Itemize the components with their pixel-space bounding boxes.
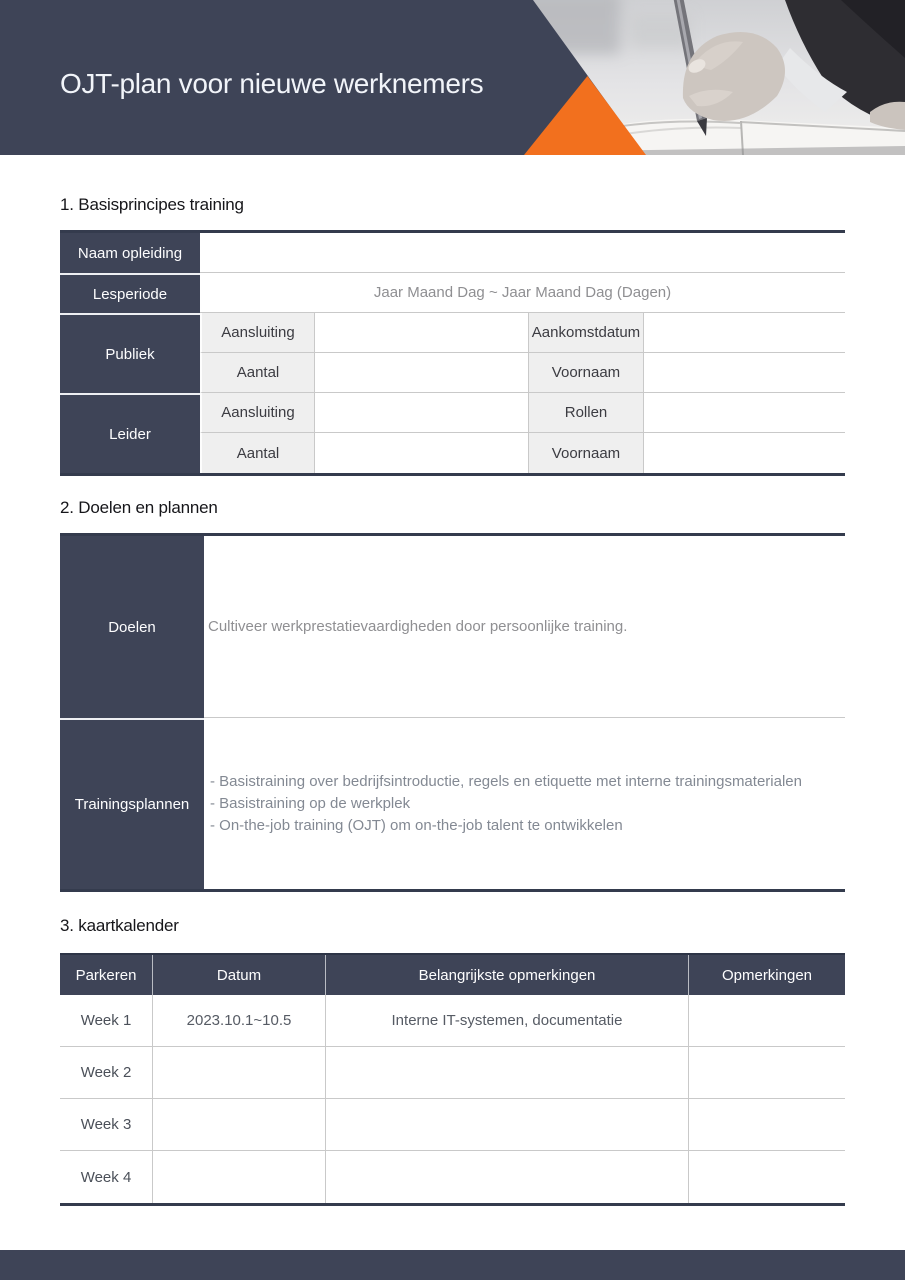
- week-2-label: Week 2: [60, 1047, 152, 1099]
- col-header-opmerkingen: Opmerkingen: [688, 955, 845, 995]
- week-1-opmerking: Interne IT-systemen, documentatie: [325, 995, 688, 1047]
- week-3-label: Week 3: [60, 1099, 152, 1151]
- col-header-datum: Datum: [152, 955, 325, 995]
- page-title: OJT-plan voor nieuwe werknemers: [60, 68, 484, 99]
- section-heading-goals: 2. Doelen en plannen: [60, 498, 218, 517]
- plan-line: - Basistraining over bedrijfsintroductie, regels en etiquette met interne trainingsmaterialen: [210, 772, 802, 790]
- week-2-notes: [688, 1047, 845, 1099]
- basics-table: [60, 230, 845, 476]
- section-heading-calendar: 3. kaartkalender: [60, 916, 179, 935]
- lesperiode-value: Jaar Maand Dag ~ Jaar Maand Dag (Dagen): [200, 273, 845, 313]
- leider-aantal-value: [314, 433, 528, 473]
- col-header-parkeren: Parkeren: [60, 955, 152, 995]
- week-3-notes: [688, 1099, 845, 1151]
- trainingsplannen-value: [204, 718, 845, 889]
- publiek-aankomstdatum-value: [643, 313, 845, 353]
- publiek-aantal-label: Aantal: [200, 353, 314, 393]
- publiek-aansluiting-label: Aansluiting: [200, 313, 314, 353]
- week-2-opmerking: [325, 1047, 688, 1099]
- week-3-opmerking: [325, 1099, 688, 1151]
- week-1-notes: [688, 995, 845, 1047]
- week-1-label: Week 1: [60, 995, 152, 1047]
- lesperiode-label: Lesperiode: [60, 273, 200, 313]
- plan-line: - On-the-job training (OJT) om on-the-job talent te ontwikkelen: [210, 816, 623, 834]
- section-heading-basics: 1. Basisprincipes training: [60, 195, 244, 214]
- leider-voornaam-value: [643, 433, 845, 473]
- plan-line: - Basistraining op de werkplek: [210, 794, 411, 812]
- week-4-notes: [688, 1151, 845, 1203]
- footer-bar: [0, 1250, 905, 1280]
- doelen-value: Cultiveer werkprestatievaardigheden door persoonlijke training.: [204, 536, 845, 718]
- publiek-aansluiting-value: [314, 313, 528, 353]
- publiek-label: Publiek: [60, 313, 200, 393]
- header-banner: [0, 0, 905, 155]
- calendar-table: [60, 953, 845, 1206]
- publiek-aankomstdatum-label: Aankomstdatum: [528, 313, 643, 353]
- leider-rollen-label: Rollen: [528, 393, 643, 433]
- week-1-datum: 2023.10.1~10.5: [152, 995, 325, 1047]
- naam-opleiding-label: Naam opleiding: [60, 233, 200, 273]
- leider-aansluiting-value: [314, 393, 528, 433]
- col-header-belangrijkste: Belangrijkste opmerkingen: [325, 955, 688, 995]
- week-4-datum: [152, 1151, 325, 1203]
- goals-table: [60, 533, 845, 892]
- publiek-aantal-value: [314, 353, 528, 393]
- leider-label: Leider: [60, 393, 200, 473]
- week-4-label: Week 4: [60, 1151, 152, 1203]
- leider-rollen-value: [643, 393, 845, 433]
- leider-aansluiting-label: Aansluiting: [200, 393, 314, 433]
- leider-voornaam-label: Voornaam: [528, 433, 643, 473]
- trainingsplannen-label: Trainingsplannen: [60, 718, 204, 889]
- leider-aantal-label: Aantal: [200, 433, 314, 473]
- publiek-voornaam-label: Voornaam: [528, 353, 643, 393]
- week-4-opmerking: [325, 1151, 688, 1203]
- week-2-datum: [152, 1047, 325, 1099]
- naam-opleiding-value: [200, 233, 845, 273]
- doelen-label: Doelen: [60, 536, 204, 718]
- publiek-voornaam-value: [643, 353, 845, 393]
- week-3-datum: [152, 1099, 325, 1151]
